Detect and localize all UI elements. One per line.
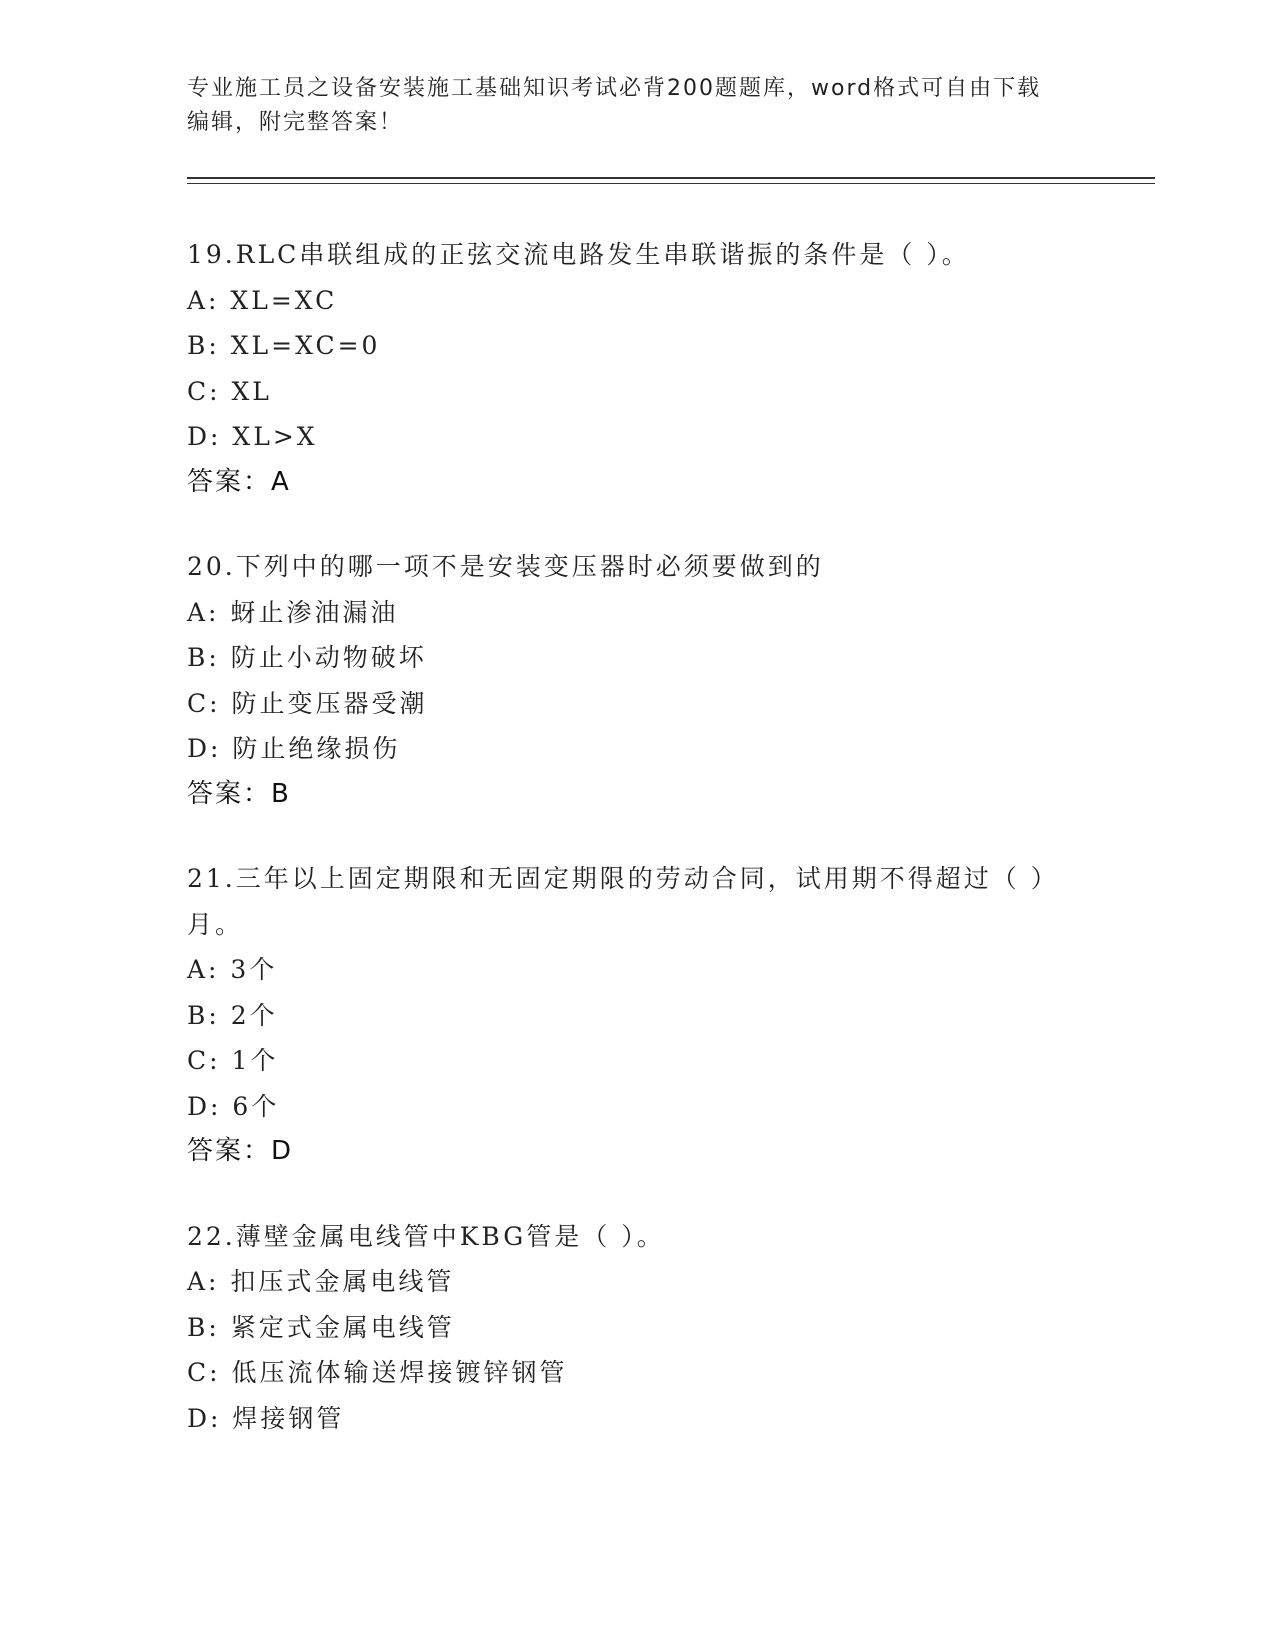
question-list: [187, 232, 1087, 1480]
option-c: C: 1个: [187, 1046, 279, 1075]
answer-line: 答案：B: [187, 778, 291, 809]
question-22: [187, 1214, 1087, 1442]
option-a: A: 3个: [187, 955, 278, 984]
question-text: 19.RLC串联组成的正弦交流电路发生串联谐振的条件是（ ）。: [187, 240, 970, 269]
option-d: D: 焊接钢管: [187, 1403, 345, 1433]
option-d: D: 6个: [187, 1091, 280, 1121]
header-line-1: 专业施工员之设备安装施工基础知识考试必背200题题库，word格式可自由下载: [187, 76, 1042, 101]
answer-line: 答案：D: [187, 1136, 294, 1166]
option-a: A: 扣压式金属电线管: [187, 1267, 455, 1296]
header-divider-thin: [187, 183, 1155, 184]
question-text: 20.下列中的哪一项不是安装变压器时必须要做到的: [187, 552, 824, 581]
option-a: A: 蚜止渗油漏油: [187, 597, 399, 627]
question-19: [187, 232, 1087, 505]
document-header: [187, 72, 1087, 140]
question-21: [187, 856, 1087, 1175]
question-text: 22.薄壁金属电线管中KBG管是（ ）。: [187, 1221, 665, 1251]
option-b: B: 2个: [187, 1000, 278, 1030]
header-divider-thick: [187, 177, 1155, 179]
option-b: B: XL=XC=0: [187, 331, 381, 360]
option-c: C: XL: [187, 376, 272, 406]
option-d: D: 防止绝缘损伤: [187, 734, 401, 763]
question-text: 21.三年以上固定期限和无固定期限的劳动合同，试用期不得超过（ ）月。: [187, 864, 1047, 939]
option-b: B: 防止小动物破坏: [187, 643, 427, 672]
option-c: C: 低压流体输送焊接镀锌钢管: [187, 1358, 568, 1387]
question-20: [187, 544, 1087, 817]
option-a: A: XL=XC: [187, 285, 338, 315]
option-c: C: 防止变压器受潮: [187, 688, 428, 718]
option-d: D: XL>X: [187, 422, 318, 451]
option-b: B: 紧定式金属电线管: [187, 1312, 455, 1342]
header-line-2: 编辑，附完整答案！: [187, 110, 404, 135]
answer-line: 答案：A: [187, 466, 291, 497]
